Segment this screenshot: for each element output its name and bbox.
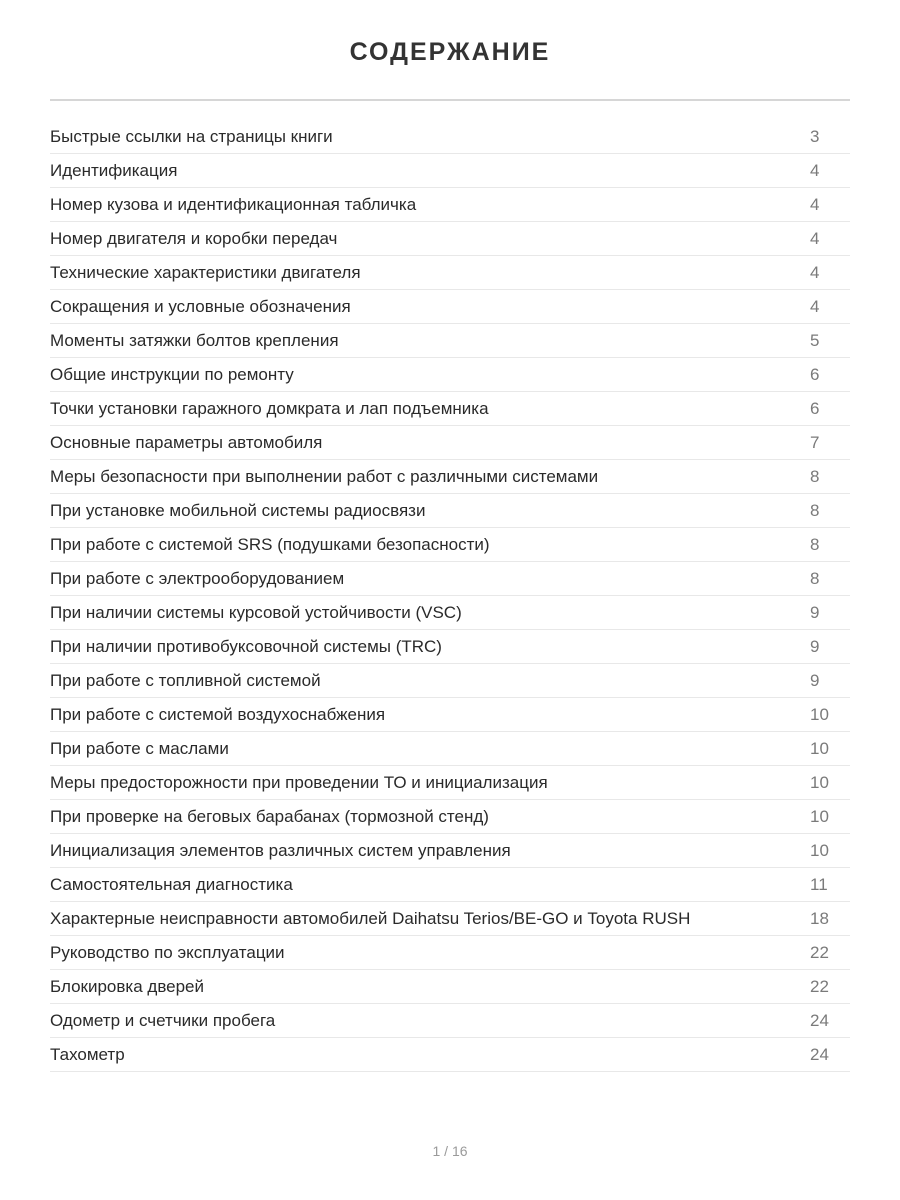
toc-entry-page-number: 10 [810,806,829,826]
table-of-contents [50,120,850,1072]
toc-entry[interactable] [50,120,850,154]
toc-entry-label: Номер кузова и идентификационная табличка [50,194,417,214]
toc-entry-page-number: 8 [810,500,820,520]
toc-entry-page-number: 8 [810,568,820,588]
page-indicator: 1 / 16 [432,1143,468,1159]
toc-entry-label: Быстрые ссылки на страницы книги [50,126,333,146]
toc-entry-page-number: 24 [810,1010,829,1030]
toc-entry-label: Блокировка дверей [50,976,205,996]
toc-entry[interactable] [50,936,850,970]
toc-entry-label: Самостоятельная диагностика [50,874,293,894]
toc-entry-label: При наличии противобуксовочной системы (TRC) [50,636,442,656]
toc-entry-page-number: 8 [810,534,820,554]
toc-entry[interactable] [50,154,850,188]
title-divider [50,99,850,101]
toc-entry-label: Моменты затяжки болтов крепления [50,330,339,350]
toc-entry-label: При работе с системой воздухоснабжения [50,704,386,724]
toc-entry[interactable] [50,222,850,256]
toc-entry-page-number: 22 [810,942,829,962]
toc-entry[interactable] [50,698,850,732]
toc-entry-page-number: 6 [810,398,820,418]
toc-entry-page-number: 10 [810,704,829,724]
toc-entry-label: При проверке на беговых барабанах (тормозной стенд) [50,806,489,826]
toc-entry-label: Одометр и счетчики пробега [50,1010,276,1030]
toc-entry-label: Идентификация [50,160,178,180]
toc-entry-page-number: 7 [810,432,820,452]
toc-entry-label: Номер двигателя и коробки передач [50,228,338,248]
toc-entry-label: Общие инструкции по ремонту [50,364,294,384]
toc-entry-label: Меры безопасности при выполнении работ с различными системами [50,466,599,486]
toc-entry-page-number: 5 [810,330,820,350]
toc-entry-page-number: 9 [810,636,820,656]
toc-entry[interactable] [50,324,850,358]
toc-entry-page-number: 22 [810,976,829,996]
toc-entry-page-number: 11 [810,874,828,894]
toc-entry[interactable] [50,970,850,1004]
toc-entry[interactable] [50,596,850,630]
toc-entry[interactable] [50,902,850,936]
toc-entry-page-number: 4 [810,228,820,248]
page-title: СОДЕРЖАНИЕ [349,38,551,66]
toc-entry-page-number: 9 [810,670,820,690]
toc-entry-label: Точки установки гаражного домкрата и лап подъемника [50,398,489,418]
toc-entry-page-number: 10 [810,738,829,758]
toc-entry[interactable] [50,358,850,392]
toc-entry[interactable] [50,868,850,902]
toc-entry-page-number: 10 [810,772,829,792]
toc-entry-label: Меры предосторожности при проведении ТО и инициализация [50,772,548,792]
toc-entry-page-number: 18 [810,908,829,928]
toc-entry[interactable] [50,1038,850,1072]
toc-entry[interactable] [50,426,850,460]
toc-entry-label: При наличии системы курсовой устойчивости (VSC) [50,602,462,622]
toc-entry-label: Характерные неисправности автомобилей Daihatsu Terios/BE-GO и Toyota RUSH [50,908,691,928]
toc-entry-label: Основные параметры автомобиля [50,432,323,452]
toc-entry[interactable] [50,188,850,222]
toc-entry[interactable] [50,392,850,426]
toc-entry[interactable] [50,562,850,596]
toc-entry-label: При работе с электрооборудованием [50,568,345,588]
toc-entry-page-number: 4 [810,262,820,282]
toc-entry-label: Сокращения и условные обозначения [50,296,351,316]
toc-entry-label: При установке мобильной системы радиосвязи [50,500,426,520]
toc-entry[interactable] [50,766,850,800]
toc-entry-page-number: 4 [810,296,820,316]
toc-entry-page-number: 8 [810,466,820,486]
toc-entry-label: Руководство по эксплуатации [50,942,285,962]
toc-entry-page-number: 3 [810,126,820,146]
toc-entry-label: При работе с системой SRS (подушками безопасности) [50,534,490,554]
toc-entry[interactable] [50,460,850,494]
toc-entry-label: При работе с топливной системой [50,670,321,690]
toc-entry-page-number: 24 [810,1044,829,1064]
toc-entry[interactable] [50,494,850,528]
toc-entry-label: Тахометр [50,1044,125,1064]
toc-entry[interactable] [50,256,850,290]
toc-entry[interactable] [50,630,850,664]
toc-entry[interactable] [50,528,850,562]
toc-entry-page-number: 4 [810,160,820,180]
toc-entry[interactable] [50,664,850,698]
toc-entry[interactable] [50,800,850,834]
toc-entry[interactable] [50,290,850,324]
toc-entry[interactable] [50,732,850,766]
toc-entry-label: Технические характеристики двигателя [50,262,361,282]
toc-entry-label: Инициализация элементов различных систем управления [50,840,511,860]
toc-entry-page-number: 10 [810,840,829,860]
toc-entry[interactable] [50,834,850,868]
toc-entry-page-number: 9 [810,602,820,622]
toc-entry-page-number: 6 [810,364,820,384]
toc-entry[interactable] [50,1004,850,1038]
toc-entry-page-number: 4 [810,194,820,214]
toc-entry-label: При работе с маслами [50,738,229,758]
